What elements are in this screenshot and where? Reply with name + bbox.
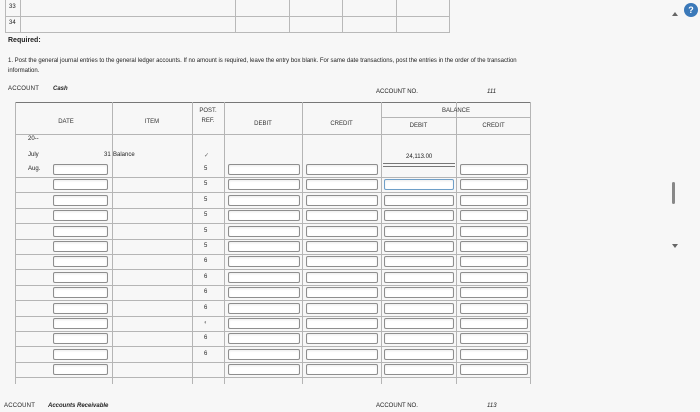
debit-input[interactable] [228,256,300,267]
date-day-input[interactable] [53,349,108,360]
credit-input[interactable] [306,241,378,252]
debit-input[interactable] [228,272,300,283]
month-label-2: Aug. [28,166,41,172]
account-name-2: Accounts Receivable [48,403,109,409]
balance-credit-input[interactable] [460,287,528,298]
date-day-input[interactable] [53,272,108,283]
credit-input[interactable] [306,256,378,267]
credit-input[interactable] [306,349,378,360]
date-day-input[interactable] [53,256,108,267]
post-ref-value: 5 [204,196,208,203]
balance-credit-input[interactable] [460,349,528,360]
balance-debit-input[interactable] [384,226,454,237]
credit-input[interactable] [306,179,378,190]
credit-input[interactable] [306,333,378,344]
debit-input[interactable] [228,226,300,237]
balance-debit-input[interactable] [384,195,454,206]
item-label: Balance [113,152,135,158]
required-label: Required: [8,37,41,44]
post-ref-value: 5 [204,181,208,188]
balance-credit-input[interactable] [460,256,528,267]
balance-debit-input[interactable] [384,318,454,329]
account-no-2: 113 [487,403,497,409]
header-post-ref-2: REF. [201,118,215,124]
balance-debit-input[interactable] [384,179,454,190]
post-ref-value: 5 [204,227,208,234]
date-day-input[interactable] [53,364,108,375]
credit-input[interactable] [306,364,378,375]
balance-debit-input[interactable] [384,349,454,360]
account-name: Cash [53,86,68,92]
balance-debit-input[interactable] [384,333,454,344]
debit-input[interactable] [228,349,300,360]
account-no: 111 [487,89,497,95]
header-date: DATE [58,119,74,125]
date-day-input[interactable] [53,333,108,344]
credit-input[interactable] [306,164,378,175]
post-ref-value: 6 [204,335,208,342]
header-post-ref: POST. [199,108,217,114]
day-label: 31 [104,152,111,158]
previous-table-fragment [5,0,450,33]
balance-underline [383,163,455,167]
post-ref-value: 6 [204,258,208,265]
header-balance-debit: DEBIT [409,123,428,129]
header-debit: DEBIT [254,121,272,127]
balance-debit-input[interactable] [384,287,454,298]
balance-credit-input[interactable] [460,241,528,252]
balance-credit-input[interactable] [460,272,528,283]
row-number: 34 [9,20,16,26]
post-ref-value: 6 [204,273,208,280]
balance-credit-input[interactable] [460,333,528,344]
credit-input[interactable] [306,318,378,329]
debit-input[interactable] [228,333,300,344]
date-day-input[interactable] [53,287,108,298]
month-label: July [28,152,39,158]
credit-input[interactable] [306,210,378,221]
scroll-down-icon[interactable] [672,244,678,248]
balance-debit-input[interactable] [384,303,454,314]
balance-debit-input[interactable] [384,241,454,252]
balance-debit-input[interactable] [384,210,454,221]
credit-input[interactable] [306,226,378,237]
balance-credit-input[interactable] [460,303,528,314]
debit-input[interactable] [228,210,300,221]
cursor-icon: ◐ [204,320,208,326]
row-number: 33 [9,4,16,10]
balance-debit-input[interactable] [384,272,454,283]
debit-input[interactable] [228,164,300,175]
balance-credit-input[interactable] [460,226,528,237]
header-balance-credit: CREDIT [482,123,505,129]
balance-credit-input[interactable] [460,210,528,221]
year-label: 20-- [28,136,39,142]
table-row [6,0,449,17]
table-row [6,16,449,33]
date-day-input[interactable] [53,195,108,206]
post-ref-value: 5 [204,166,208,172]
post-ref-value: 6 [204,289,208,296]
account-label: ACCOUNT [8,86,40,92]
debit-input[interactable] [228,179,300,190]
balance-credit-input[interactable] [460,164,528,175]
account-no-label: ACCOUNT NO. [376,89,418,95]
post-ref-value: 5 [204,243,208,249]
ledger-table-cash [15,102,531,384]
scroll-up-icon[interactable] [672,12,678,16]
date-day-input[interactable] [53,164,108,175]
debit-input[interactable] [228,241,300,252]
debit-input[interactable] [228,303,300,314]
scrollbar-thumb[interactable] [672,182,675,204]
balance-debit-input[interactable] [384,364,454,375]
balance-credit-input[interactable] [460,195,528,206]
date-day-input[interactable] [53,318,108,329]
credit-input[interactable] [306,287,378,298]
credit-input[interactable] [306,303,378,314]
balance-debit-value: 24,113.00 [406,154,433,160]
date-day-input[interactable] [53,226,108,237]
instruction-text: 1. Post the general journal entries to the general ledger accounts. If no amount is required, leave the entry box blank. For same date transactions, post the entries in the order of the transaction [8,58,517,64]
date-day-input[interactable] [53,179,108,190]
account-label-2: ACCOUNT [4,403,36,409]
post-ref-value: 6 [204,304,208,311]
date-day-input[interactable] [53,210,108,221]
post-ref-value: 5 [204,212,208,219]
debit-input[interactable] [228,287,300,298]
credit-input[interactable] [306,195,378,206]
header-item: ITEM [144,119,160,125]
header-credit: CREDIT [330,121,353,127]
credit-input[interactable] [306,272,378,283]
balance-credit-input[interactable] [460,364,528,375]
balance-credit-input[interactable] [460,318,528,329]
date-day-input[interactable] [53,303,108,314]
date-day-input[interactable] [53,241,108,252]
help-button[interactable]: ? [684,3,698,17]
instruction-text-cont: information. [8,68,40,74]
debit-input[interactable] [228,195,300,206]
debit-input[interactable] [228,318,300,329]
debit-input[interactable] [228,364,300,375]
header-balance: BALANCE [441,108,470,114]
account-no-label-2: ACCOUNT NO. [376,403,418,409]
balance-credit-input[interactable] [460,179,528,190]
checkmark-icon: ✓ [204,153,210,159]
post-ref-value: 6 [204,350,208,357]
balance-debit-input[interactable] [384,256,454,267]
